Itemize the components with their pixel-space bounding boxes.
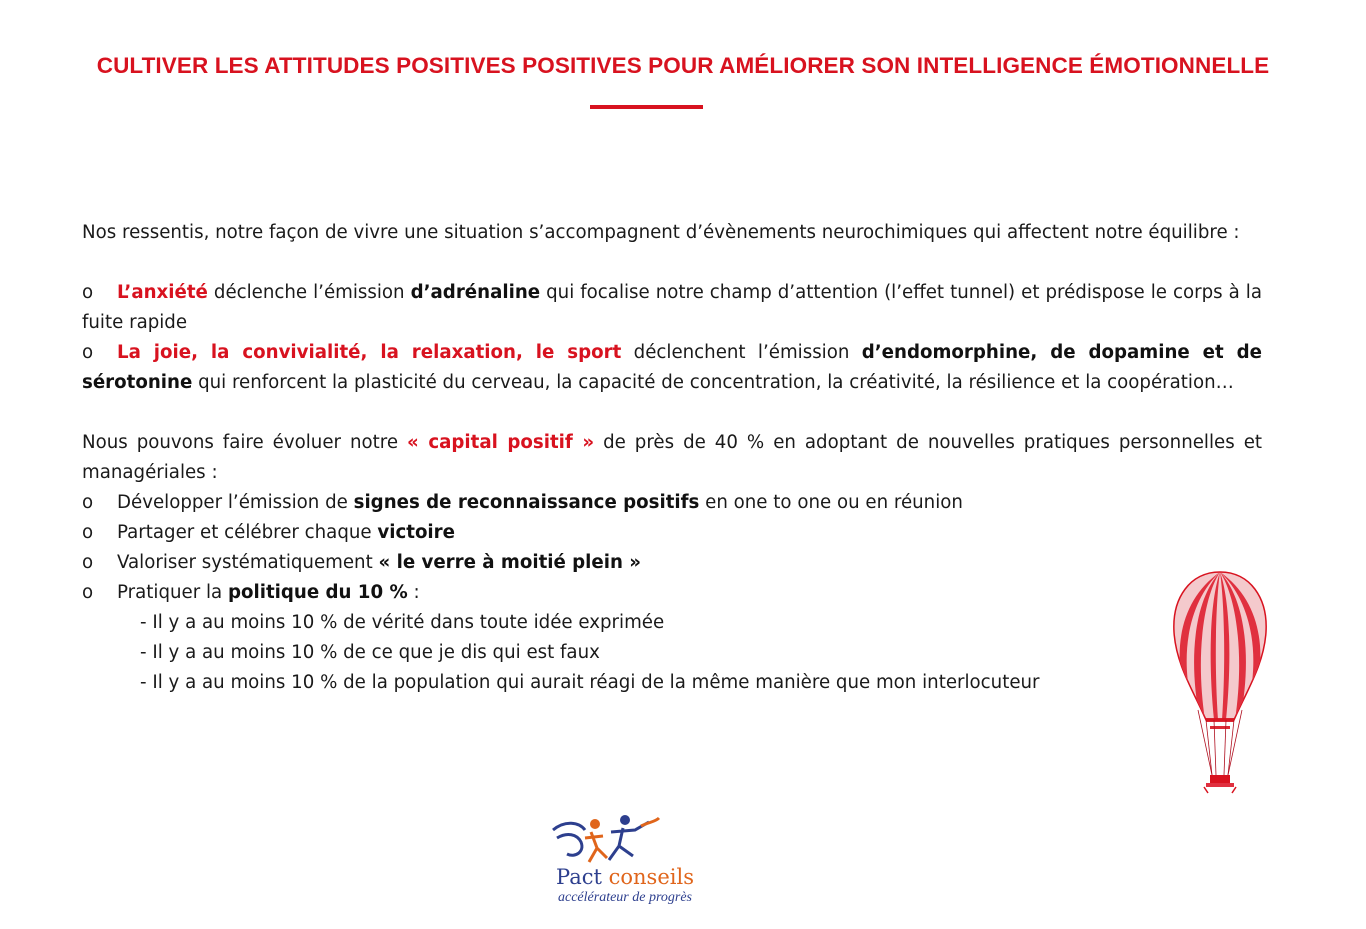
practice-text: Pratiquer la: [117, 582, 228, 603]
spacer: [82, 398, 1262, 428]
practice-bold: victoire: [377, 522, 455, 543]
practice-item: [82, 578, 1262, 608]
practice-text: en one to one ou en réunion: [699, 492, 963, 513]
hormone-label: d’endomorphine, de dopamine et de sérotonine: [82, 342, 1262, 393]
practice-item: [82, 518, 1262, 548]
emotion-label: L’anxiété: [117, 282, 208, 303]
practice-bold: « le verre à moitié plein »: [378, 552, 642, 573]
practice-bold: politique du 10 %: [227, 582, 408, 603]
spacer: [82, 248, 1262, 278]
intro-paragraph: Nos ressentis, notre façon de vivre une situation s’accompagnent d’évènements neurochimiques qui affectent notre équilibre :: [82, 222, 1240, 243]
practice-text: Partager et célébrer chaque: [117, 522, 378, 543]
emotion-label: La joie, la convivialité, la relaxation, le sport: [117, 342, 622, 363]
item-text: déclenchent l’émission: [621, 342, 862, 363]
capital-post: de près de 40 % en adoptant de nouvelles pratiques personnelles et managériales :: [82, 432, 1263, 483]
bullet-marker: o: [82, 282, 94, 303]
list-item-anxiety: [82, 278, 1262, 338]
item-text: déclenche l’émission: [207, 282, 411, 303]
logo-tagline: accélérateur de progrès: [558, 890, 692, 905]
logo-word-conseils: conseils: [608, 865, 694, 889]
page-title: CULTIVER LES ATTITUDES POSITIVES POSITIVES POUR AMÉLIORER SON INTELLIGENCE ÉMOTIONNELLE: [96, 53, 1270, 78]
practice-item: [82, 488, 1262, 518]
capital-highlight: « capital positif »: [407, 432, 595, 453]
bullet-marker: o: [82, 522, 94, 543]
logo-word-pact: Pact: [556, 865, 602, 889]
sub-item: - Il y a au moins 10 % de vérité dans toute idée exprimée: [140, 612, 665, 633]
item-text: qui renforcent la plasticité du cerveau, la capacité de concentration, la créativité, la résilience et la coopération…: [192, 372, 1234, 393]
practice-text: :: [407, 582, 420, 603]
hot-air-balloon-illustration: [1170, 570, 1270, 810]
logo-wordmark: [540, 866, 710, 888]
item-text: qui focalise notre champ d’attention (l’effet tunnel) et prédispose le corps à la fuite rapide: [82, 282, 1262, 333]
bullet-marker: o: [82, 342, 94, 363]
practice-bold: signes de reconnaissance positifs: [353, 492, 700, 513]
bullet-marker: o: [82, 492, 94, 513]
capital-paragraph: [82, 428, 1262, 488]
practice-text: Développer l’émission de: [117, 492, 354, 513]
hormone-label: d’adrénaline: [410, 282, 541, 303]
sub-item: - Il y a au moins 10 % de ce que je dis qui est faux: [140, 642, 600, 663]
company-logo: [540, 812, 720, 912]
main-content: [82, 218, 1262, 698]
bullet-marker: o: [82, 582, 94, 603]
capital-pre: Nous pouvons faire évoluer notre: [82, 432, 408, 453]
practice-text: Valoriser systématiquement: [117, 552, 379, 573]
sub-item: - Il y a au moins 10 % de la population qui aurait réagi de la même manière que mon interlocuteur: [140, 672, 1040, 693]
bullet-marker: o: [82, 552, 94, 573]
list-item-joy: [82, 338, 1262, 398]
runners-logo-icon: [545, 812, 665, 868]
title-underline: [590, 105, 703, 109]
practice-item: [82, 548, 1262, 578]
